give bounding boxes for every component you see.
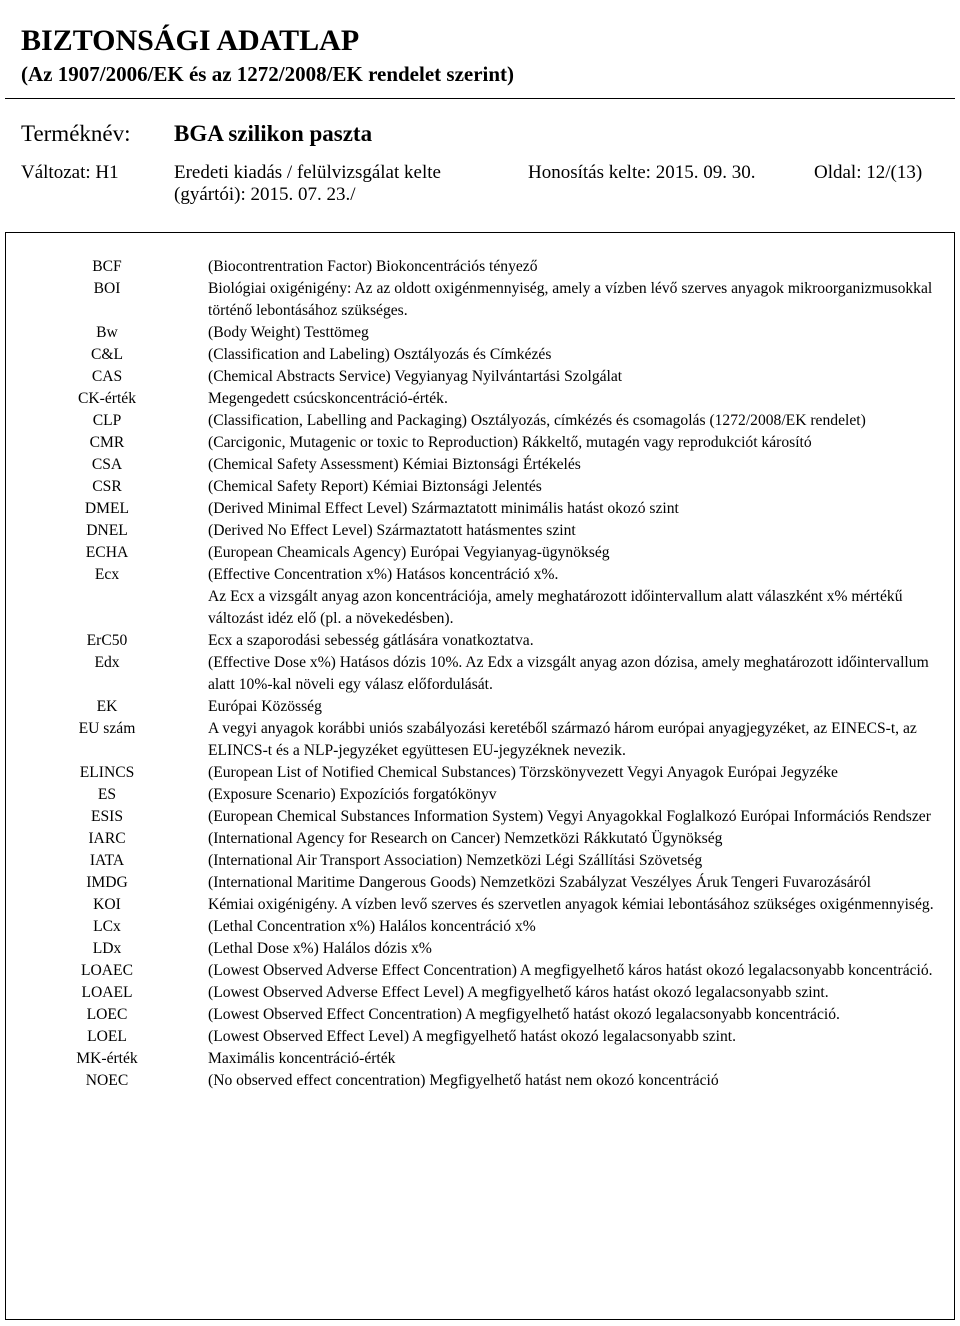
abbreviation-term: CSA xyxy=(91,456,123,473)
abbreviation-term: Edx xyxy=(94,654,120,671)
abbreviation-row xyxy=(6,498,954,520)
abbreviation-row xyxy=(6,762,954,784)
abbreviation-definition: Ecx a szaporodási sebesség gátlására vonatkoztatva. xyxy=(208,632,534,649)
abbreviation-definition: (Body Weight) Testtömeg xyxy=(208,324,369,341)
abbreviation-term: LOAEC xyxy=(81,962,133,979)
abbreviation-definition: (Lethal Concentration x%) Halálos koncentráció x% xyxy=(208,918,536,935)
abbreviation-term: LDx xyxy=(92,940,122,957)
abbreviation-row xyxy=(6,344,954,366)
abbreviation-row xyxy=(6,432,954,454)
abbreviation-row xyxy=(6,1026,954,1048)
abbreviation-definition: A vegyi anyagok korábbi uniós szabályozási keretéből származó három európai anyagjegyzéket, az EINECS-t, az ELINCS-t és a NLP-jegyzéket együttesen EU-jegyzéknek nevezik. xyxy=(208,720,917,759)
abbreviation-definition: (International Maritime Dangerous Goods) Nemzetközi Szabályzat Veszélyes Áruk Tengeri Fuvarozásáról xyxy=(208,874,872,891)
abbreviation-term: LCx xyxy=(93,918,121,935)
product-name-label: Terméknév: xyxy=(21,121,131,146)
abbreviation-row xyxy=(6,784,954,806)
abbreviation-term: CMR xyxy=(89,434,125,451)
abbreviation-row xyxy=(6,542,954,564)
abbreviation-row xyxy=(6,872,954,894)
abbreviation-term: BOI xyxy=(93,280,121,297)
abbreviation-definition: (Derived Minimal Effect Level) Származtatott minimális hatást okozó szint xyxy=(208,500,679,517)
abbreviation-row xyxy=(6,1004,954,1026)
abbreviation-definition: (Lowest Observed Effect Level) A megfigyelhető hatást okozó legalacsonyabb szint. xyxy=(208,1028,736,1045)
abbreviation-definition: (No observed effect concentration) Megfigyelhető hatást nem okozó koncentráció xyxy=(208,1072,719,1089)
abbreviation-definition: Megengedett csúcskoncentráció-érték. xyxy=(208,390,448,407)
abbreviation-term: LOAEL xyxy=(81,984,133,1001)
abbreviation-definition: (Lowest Observed Effect Concentration) A megfigyelhető hatást okozó legalacsonyabb koncentráció. xyxy=(208,1006,840,1023)
abbreviation-term: CAS xyxy=(91,368,123,385)
abbreviation-term: IATA xyxy=(89,852,125,869)
abbreviation-definition: (International Air Transport Association) Nemzetközi Légi Szállítási Szövetség xyxy=(208,852,703,869)
abbreviation-definition: (Classification, Labelling and Packaging) Osztályozás, címkézés és csomagolás (1272/2008/EK rendelet) xyxy=(208,412,866,429)
abbreviation-table xyxy=(5,232,955,1320)
abbreviation-term: CSR xyxy=(92,478,122,495)
abbreviation-term: CLP xyxy=(92,412,122,429)
abbreviation-term: MK-érték xyxy=(76,1050,138,1067)
abbreviation-row xyxy=(6,366,954,388)
abbreviation-term: DMEL xyxy=(84,500,130,517)
abbreviation-term xyxy=(6,586,208,630)
abbreviation-list xyxy=(6,256,954,1092)
abbreviation-row xyxy=(6,806,954,828)
abbreviation-definition: (Chemical Safety Report) Kémiai Biztonsági Jelentés xyxy=(208,478,542,495)
abbreviation-row xyxy=(6,652,954,696)
abbreviation-definition: (Effective Concentration x%) Hatásos koncentráció x%. xyxy=(208,566,559,583)
abbreviation-row xyxy=(6,520,954,542)
abbreviation-term: IARC xyxy=(88,830,126,847)
abbreviation-row xyxy=(6,256,954,278)
abbreviation-term: KOI xyxy=(93,896,121,913)
abbreviation-definition: Maximális koncentráció-érték xyxy=(208,1050,396,1067)
abbreviation-definition: (Derived No Effect Level) Származtatott hatásmentes szint xyxy=(208,522,576,539)
abbreviation-row xyxy=(6,388,954,410)
abbreviation-definition: (European Cheamicals Agency) Európai Vegyianyag-ügynökség xyxy=(208,544,610,561)
abbreviation-row xyxy=(6,718,954,762)
abbreviation-definition: (Lethal Dose x%) Halálos dózis x% xyxy=(208,940,432,957)
abbreviation-definition: Az Ecx a vizsgált anyag azon koncentrációja, amely meghatározott időintervallum alatt válaszként x% mértékű változást idéz elő (pl. a növekedésben). xyxy=(208,588,903,627)
abbreviation-row xyxy=(6,960,954,982)
page-number: Oldal: 12/(13) xyxy=(814,162,923,183)
document-header xyxy=(5,0,955,99)
abbreviation-term: EK xyxy=(96,698,118,715)
abbreviation-term: Ecx xyxy=(94,566,120,583)
abbreviation-term: DNEL xyxy=(86,522,128,539)
abbreviation-term: ESIS xyxy=(90,808,124,825)
issue-date xyxy=(174,162,441,206)
product-name: BGA szilikon paszta xyxy=(174,121,373,146)
abbreviation-row xyxy=(6,322,954,344)
abbreviation-term: Bw xyxy=(96,324,118,341)
document-title: BIZTONSÁGI ADATLAP xyxy=(21,24,360,57)
abbreviation-row xyxy=(6,476,954,498)
abbreviation-definition: (Carcigonic, Mutagenic or toxic to Reproduction) Rákkeltő, mutagén vagy reprodukciót károsító xyxy=(208,434,812,451)
abbreviation-definition: Kémiai oxigénigény. A vízben levő szerves és szervetlen anyagok kémiai lebontásához szükséges oxigénmennyiség. xyxy=(208,896,934,913)
abbreviation-row xyxy=(6,278,954,322)
version-text: Változat: H1 xyxy=(21,162,119,183)
abbreviation-row xyxy=(6,1070,954,1092)
abbreviation-term: ErC50 xyxy=(86,632,128,649)
abbreviation-row xyxy=(6,850,954,872)
abbreviation-term: ECHA xyxy=(85,544,129,561)
abbreviation-row xyxy=(6,586,954,630)
abbreviation-definition: (Chemical Abstracts Service) Vegyianyag Nyilvántartási Szolgálat xyxy=(208,368,623,385)
abbreviation-term: CK-érték xyxy=(77,390,137,407)
abbreviation-definition: (Biocontrentration Factor) Biokoncentrációs tényező xyxy=(208,258,538,275)
abbreviation-definition: Biológiai oxigénigény: Az az oldott oxigénmennyiség, amely a vízben lévő szerves anyagok mikroorganizmusokkal történő lebontásához szükséges. xyxy=(208,280,933,319)
abbreviation-term: LOEL xyxy=(87,1028,127,1045)
abbreviation-definition: (European Chemical Substances Information System) Vegyi Anyagokkal Foglalkozó Európai Információs Rendszer xyxy=(208,808,931,825)
abbreviation-row xyxy=(6,938,954,960)
abbreviation-definition: (Effective Dose x%) Hatásos dózis 10%. Az Edx a vizsgált anyag azon dózisa, amely meghatározott időintervallum alatt 10%-kal növeli egy válasz előfordulását. xyxy=(208,654,929,693)
abbreviation-term: IMDG xyxy=(86,874,128,891)
abbreviation-row xyxy=(6,630,954,652)
abbreviation-term: LOEC xyxy=(86,1006,128,1023)
abbreviation-row xyxy=(6,828,954,850)
abbreviation-row xyxy=(6,696,954,718)
abbreviation-definition: (Exposure Scenario) Expozíciós forgatókönyv xyxy=(208,786,497,803)
abbreviation-definition: (Lowest Observed Adverse Effect Level) A megfigyelhető káros hatást okozó legalacsonyabb szint. xyxy=(208,984,829,1001)
abbreviation-definition: (International Agency for Research on Cancer) Nemzetközi Rákkutató Ügynökség xyxy=(208,830,723,847)
abbreviation-definition: (European List of Notified Chemical Substances) Törzskönyvezett Vegyi Anyagok Európai Jegyzéke xyxy=(208,764,838,781)
abbreviation-definition: (Lowest Observed Adverse Effect Concentration) A megfigyelhető káros hatást okozó legalacsonyabb koncentráció. xyxy=(208,962,933,979)
abbreviation-term: NOEC xyxy=(85,1072,129,1089)
abbreviation-term: C&L xyxy=(90,346,124,363)
abbreviation-row xyxy=(6,454,954,476)
abbreviation-row xyxy=(6,894,954,916)
issue-date-line-1: Eredeti kiadás / felülvizsgálat kelte xyxy=(174,162,441,183)
abbreviation-definition: (Chemical Safety Assessment) Kémiai Biztonsági Értékelés xyxy=(208,456,581,473)
abbreviation-term: ELINCS xyxy=(79,764,135,781)
abbreviation-term: BCF xyxy=(92,258,122,275)
abbreviation-definition: (Classification and Labeling) Osztályozás és Címkézés xyxy=(208,346,552,363)
abbreviation-definition: Európai Közösség xyxy=(208,698,322,715)
abbreviation-row xyxy=(6,982,954,1004)
abbreviation-term: EU szám xyxy=(78,720,136,737)
document-subtitle: (Az 1907/2006/EK és az 1272/2008/EK rendelet szerint) xyxy=(21,62,515,86)
abbreviation-row xyxy=(6,1048,954,1070)
issue-date-line-2: (gyártói): 2015. 07. 23./ xyxy=(174,184,356,205)
abbreviation-row xyxy=(6,916,954,938)
abbreviation-row xyxy=(6,564,954,586)
abbreviation-term: ES xyxy=(97,786,117,803)
validation-date: Honosítás kelte: 2015. 09. 30. xyxy=(528,162,756,183)
abbreviation-row xyxy=(6,410,954,432)
